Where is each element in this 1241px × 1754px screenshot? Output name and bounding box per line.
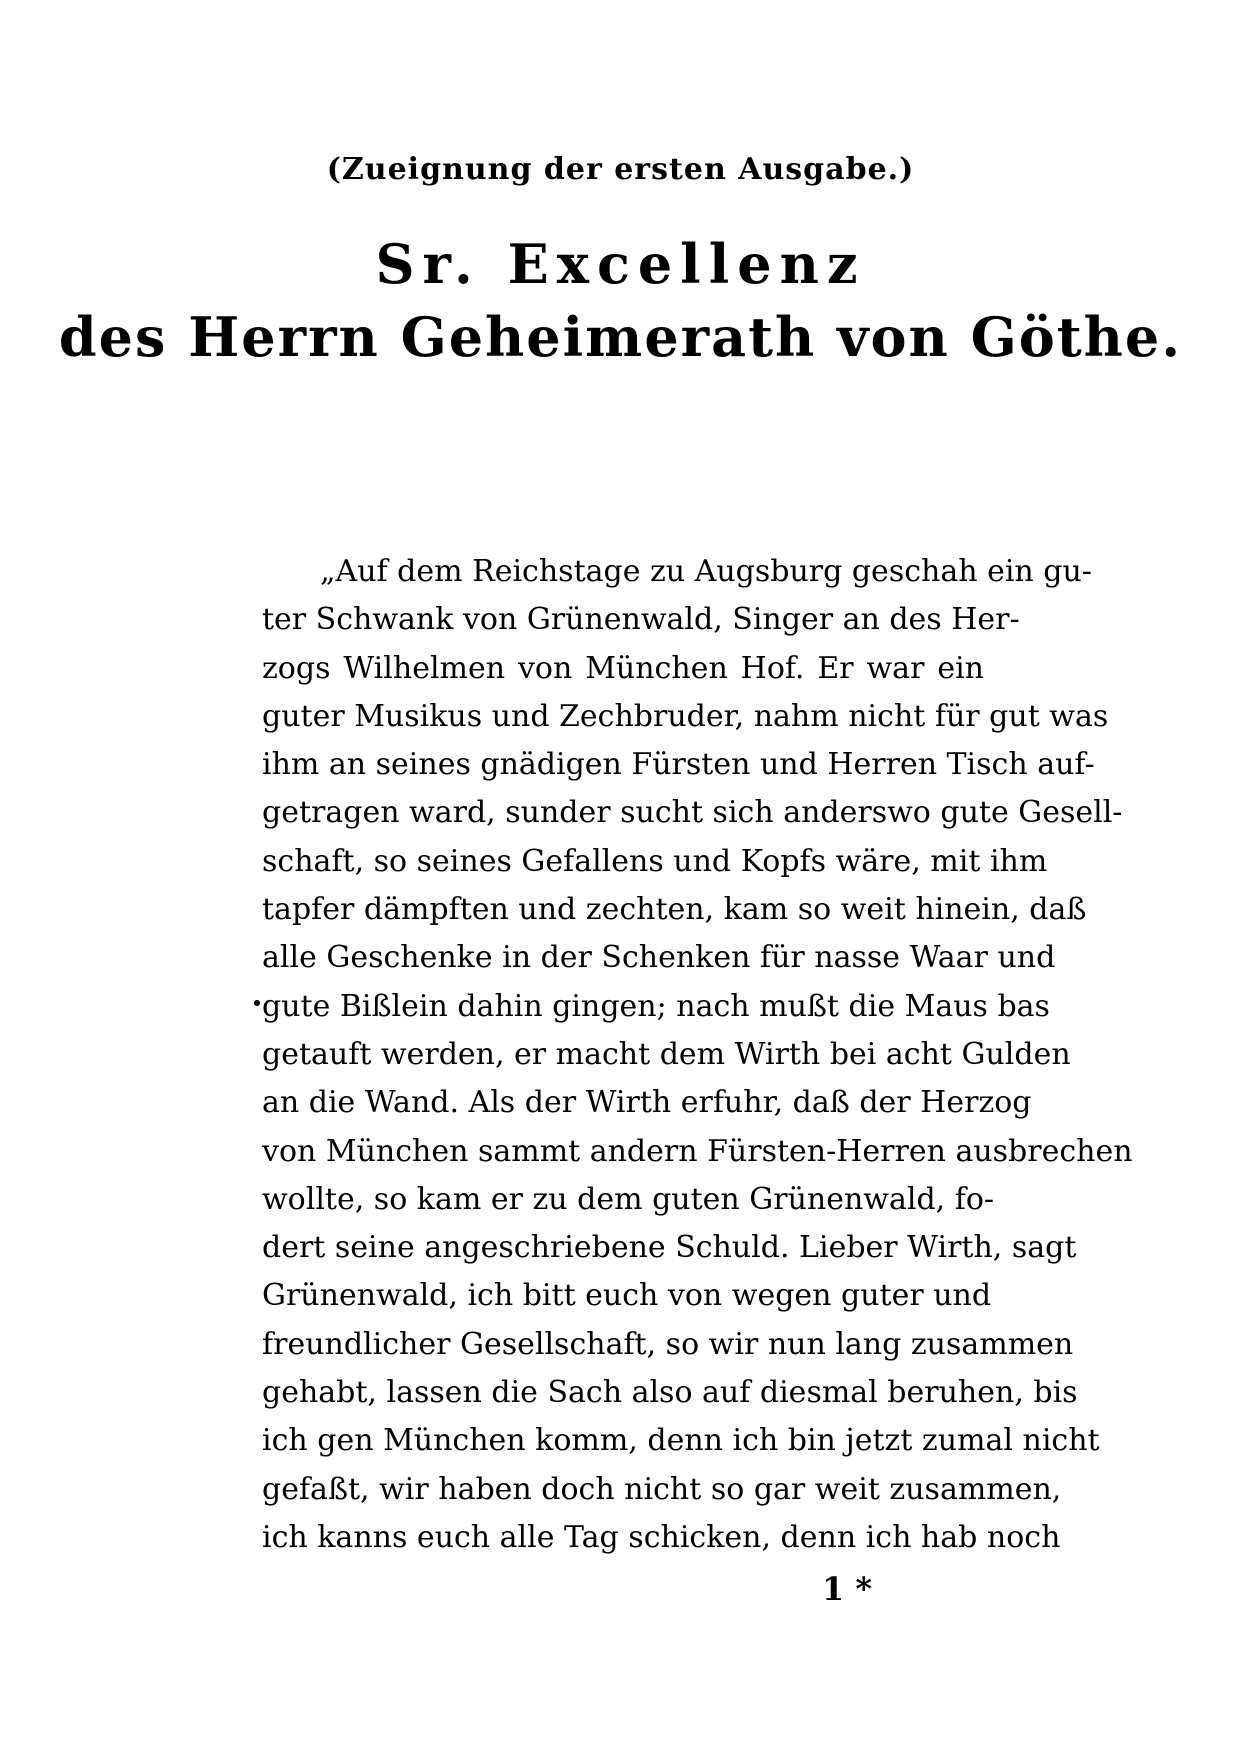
text-line: getragen ward, sunder sucht sich anderswo gute Gesell- (262, 795, 1123, 831)
text-line: von München sammt andern Fürsten-Herren ausbrechen (262, 1133, 1133, 1169)
text-line: gute Bißlein dahin gingen; nach mußt die Maus bas (262, 988, 1050, 1024)
dedication-title-line-1: Sr. Excellenz (375, 232, 866, 296)
text-line: an die Wand. Als der Wirth erfuhr, daß der Herzog (262, 1085, 1032, 1121)
text-line: getauft werden, er macht dem Wirth bei acht Gulden (262, 1036, 1071, 1072)
margin-dot (254, 1000, 260, 1006)
text-line: ihm an seines gnädigen Fürsten und Herren Tisch auf- (262, 747, 1095, 783)
text-line: dert seine angeschriebene Schuld. Lieber Wirth, sagt (262, 1230, 1077, 1266)
text-line: freundlicher Gesellschaft, so wir nun lang zusammen (262, 1326, 1074, 1362)
text-line: alle Geschenke in der Schenken für nasse Waar und (262, 940, 1056, 976)
text-line: tapfer dämpften und zechten, kam so weit hinein, daß (262, 892, 1087, 928)
text-line: wollte, so kam er zu dem guten Grünenwald, fo- (262, 1181, 995, 1217)
page-number: 1 * (822, 1570, 873, 1608)
text-line: zogs Wilhelmen von München Hof. Er war ein (262, 650, 984, 686)
text-line: ich kanns euch alle Tag schicken, denn ich hab noch (262, 1519, 1061, 1555)
text-line: guter Musikus und Zechbruder, nahm nicht für gut was (262, 698, 1109, 734)
dedication-title-line-2: des Herrn Geheimerath von Göthe. (58, 305, 1183, 369)
text-line: „Auf dem Reichstage zu Augsburg geschah ein gu- (320, 554, 1092, 589)
text-line: ter Schwank von Grünenwald, Singer an des Her- (262, 602, 1020, 638)
body-text (262, 548, 1133, 1562)
text-line: ich gen München komm, denn ich bin jetzt zumal nicht (262, 1423, 1100, 1459)
text-line: Grünenwald, ich bitt euch von wegen guter und (262, 1278, 992, 1314)
text-line: schaft, so seines Gefallens und Kopfs wäre, mit ihm (262, 843, 1048, 879)
dedication-note: (Zueignung der ersten Ausgabe.) (326, 152, 915, 187)
text-line: gefaßt, wir haben doch nicht so gar weit zusammen, (262, 1471, 1062, 1507)
text-line: gehabt, lassen die Sach also auf diesmal beruhen, bis (262, 1375, 1078, 1411)
